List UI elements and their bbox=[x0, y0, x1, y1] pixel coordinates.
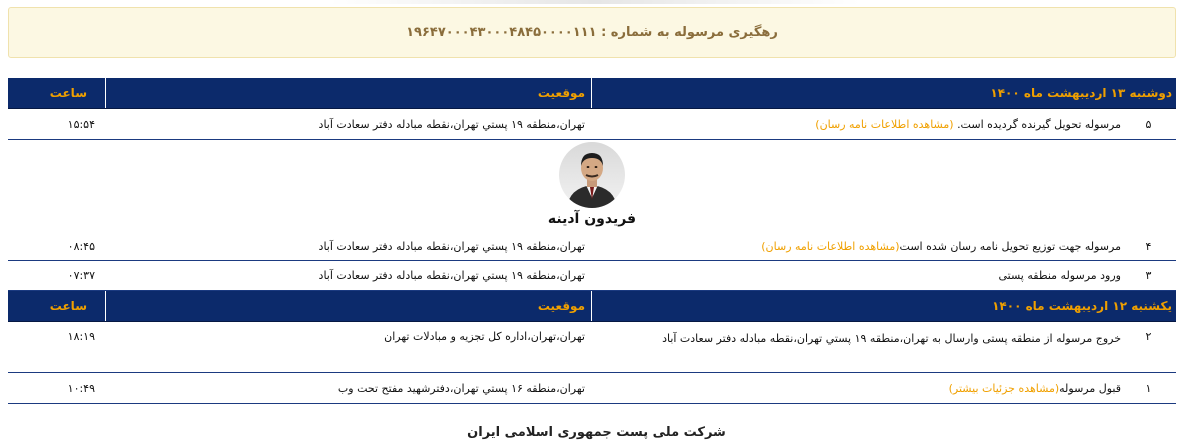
row-location: تهران،منطقه ۱۹ پستي تهران،نقطه مبادله دفتر سعادت آباد bbox=[318, 269, 585, 282]
row-location: تهران،منطقه ۱۹ پستي تهران،نقطه مبادله دفتر سعادت آباد bbox=[318, 117, 585, 131]
row-time: ۰۸:۴۵ bbox=[67, 239, 95, 253]
top-shadow bbox=[330, 0, 860, 4]
view-carrier-info-link[interactable]: (مشاهده اطلاعات نامه رسان) bbox=[761, 239, 900, 253]
tracking-banner bbox=[8, 7, 1176, 58]
row-location: تهران،منطقه ۱۶ پستي تهران،دفترشهید مفتح تحت وب bbox=[337, 381, 585, 395]
table-row bbox=[8, 261, 1176, 291]
status-text: خروج مرسوله از منطقه پستی وارسال به تهران،منطقه ۱۹ پستي تهران،نقطه مبادله دفتر سعادت آباد bbox=[662, 332, 1121, 345]
date-header-2 bbox=[8, 291, 1176, 322]
location-column-header: موقعیت bbox=[105, 78, 591, 108]
row-time: ۰۷:۳۷ bbox=[67, 269, 95, 282]
status-text: ورود مرسوله منطقه پستی bbox=[998, 269, 1121, 282]
status-text: مرسوله تحویل گیرنده گردیده است. bbox=[957, 117, 1121, 131]
table-row bbox=[8, 322, 1176, 373]
time-column-header: ساعت bbox=[49, 299, 87, 313]
status-text: مرسوله جهت توزیع تحویل نامه رسان شده است bbox=[899, 239, 1121, 253]
view-more-details-link[interactable]: (مشاهده جزئیات بیشتر) bbox=[948, 381, 1060, 395]
carrier-name: فریدون آدینه bbox=[547, 211, 637, 227]
row-description bbox=[591, 330, 1121, 347]
row-number: ۵ bbox=[1145, 117, 1152, 131]
tracking-number-text: رهگیری مرسوله به شماره : ۱۹۶۴۷۰۰۰۴۳۰۰۰۴۸۴۵۰۰۰۰۱۱۱ bbox=[406, 25, 778, 40]
table-row bbox=[8, 373, 1176, 404]
row-time: ۱۸:۱۹ bbox=[67, 330, 95, 343]
row-number: ۴ bbox=[1145, 239, 1152, 253]
view-carrier-info-link[interactable]: (مشاهده اطلاعات نامه رسان) bbox=[815, 117, 954, 131]
date-header-1 bbox=[8, 78, 1176, 109]
time-column-header: ساعت bbox=[49, 86, 87, 100]
location-column-header: موقعیت bbox=[105, 291, 591, 321]
row-description bbox=[591, 380, 1121, 397]
status-text: قبول مرسوله bbox=[1059, 381, 1121, 395]
date-label: دوشنبه ۱۳ اردیبهشت ماه ۱۴۰۰ bbox=[591, 78, 1176, 108]
avatar bbox=[559, 142, 625, 208]
row-description bbox=[591, 116, 1121, 133]
person-photo-icon bbox=[559, 142, 625, 208]
row-location: تهران،منطقه ۱۹ پستي تهران،نقطه مبادله دفتر سعادت آباد bbox=[318, 239, 585, 253]
row-description bbox=[591, 267, 1121, 284]
row-time: ۱۵:۵۴ bbox=[67, 117, 95, 131]
row-time: ۱۰:۴۹ bbox=[67, 381, 95, 395]
row-location: تهران،تهران،اداره کل تجزیه و مبادلات تهران bbox=[384, 330, 585, 343]
table-row bbox=[8, 109, 1176, 140]
footer-company-name: شرکت ملی پست جمهوری اسلامی ایران bbox=[467, 425, 726, 440]
row-number: ۱ bbox=[1145, 381, 1152, 395]
tracking-table bbox=[8, 78, 1176, 404]
row-number: ۳ bbox=[1145, 269, 1152, 282]
row-description bbox=[591, 238, 1121, 255]
date-label: یکشنبه ۱۲ اردیبهشت ماه ۱۴۰۰ bbox=[591, 291, 1176, 321]
table-row bbox=[8, 232, 1176, 261]
carrier-card bbox=[8, 140, 1176, 232]
row-number: ۲ bbox=[1145, 330, 1152, 343]
